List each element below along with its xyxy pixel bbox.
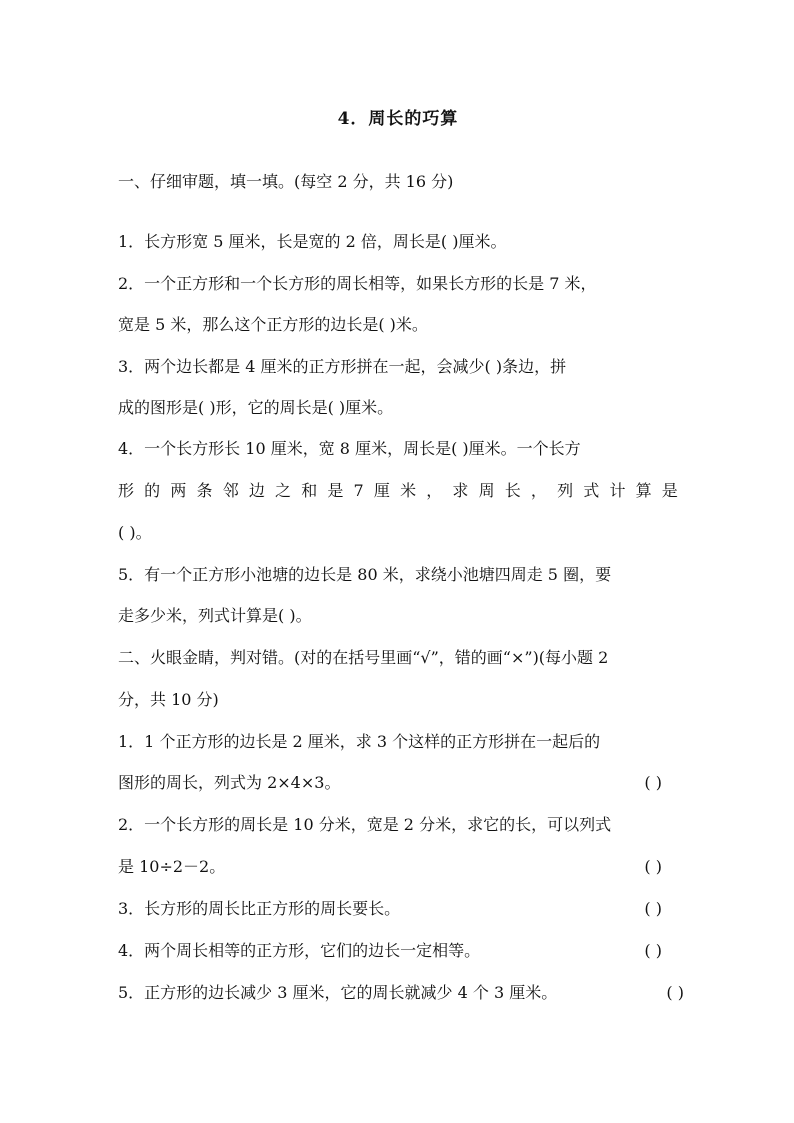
question-2-4-text: 4．两个周长相等的正方形，它们的边长一定相等。 — [118, 941, 481, 960]
question-1-4-char: 式 — [583, 481, 600, 500]
question-1-4-char: 形 — [118, 481, 135, 500]
question-1-4-char: 7 — [353, 481, 364, 500]
answer-box-2-3[interactable]: ( ) — [644, 899, 662, 918]
question-1-4-line2 — [118, 480, 678, 502]
question-2-1-line1: 1．1 个正方形的边长是 2 厘米，求 3 个这样的正方形拼在一起后的 — [118, 732, 601, 751]
answer-box-2-4[interactable]: ( ) — [644, 941, 662, 960]
answer-box-2-1[interactable]: ( ) — [644, 773, 662, 792]
question-1-4-char: 计 — [609, 481, 626, 500]
question-1-4-line1: 4．一个长方形长 10 厘米，宽 8 厘米，周长是( )厘米。一个长方 — [118, 439, 581, 458]
question-1-5-line1: 5．有一个正方形小池塘的边长是 80 米，求绕小池塘四周走 5 圈，要 — [118, 565, 612, 584]
question-2-5-text: 5．正方形的边长减少 3 厘米，它的周长就减少 4 个 3 厘米。 — [118, 983, 558, 1002]
worksheet-page — [118, 0, 684, 1123]
section2-heading-line2: 分，共 10 分) — [118, 690, 219, 709]
question-2-4 — [118, 940, 678, 962]
question-1-1: 1．长方形宽 5 厘米，长是宽的 2 倍，周长是( )厘米。 — [118, 232, 507, 251]
answer-box-2-2[interactable]: ( ) — [644, 857, 662, 876]
page-title: 4．周长的巧算 — [337, 109, 459, 129]
section1-heading: 一、仔细审题，填一填。(每空 2 分，共 16 分) — [118, 172, 454, 191]
question-1-2-line1: 2．一个正方形和一个长方形的周长相等，如果长方形的长是 7 米， — [118, 274, 597, 293]
question-1-4-line3: ( )。 — [118, 523, 152, 542]
question-1-4-char: 算 — [635, 481, 652, 500]
question-2-3-text: 3．长方形的周长比正方形的周长要长。 — [118, 899, 401, 918]
question-1-4-char: 之 — [275, 481, 292, 500]
question-2-1-text: 图形的周长，列式为 2×4×3。 — [118, 773, 341, 792]
question-1-4-char: 求 — [452, 481, 469, 500]
question-1-4-char: 是 — [661, 481, 678, 500]
question-1-4-char: 周 — [478, 481, 495, 500]
question-1-4-char: 两 — [170, 481, 187, 500]
question-1-4-char: 是 — [327, 481, 344, 500]
question-1-3-line1: 3．两个边长都是 4 厘米的正方形拼在一起，会减少( )条边，拼 — [118, 357, 567, 376]
question-1-4-char: 条 — [196, 481, 213, 500]
question-2-5 — [118, 982, 684, 1004]
question-2-3 — [118, 898, 678, 920]
question-2-2-line1: 2．一个长方形的周长是 10 分米，宽是 2 分米，求它的长，可以列式 — [118, 815, 612, 834]
section2-heading-line1: 二、火眼金睛，判对错。(对的在括号里画“√”，错的画“×”)(每小题 2 — [118, 648, 609, 667]
question-1-4-char: 和 — [301, 481, 318, 500]
question-1-5-line2: 走多少米，列式计算是( )。 — [118, 606, 312, 625]
question-1-4-char: ， — [426, 481, 443, 500]
question-2-2-text: 是 10÷2－2。 — [118, 857, 226, 876]
question-2-1-line2 — [118, 772, 678, 794]
question-1-4-char: ， — [530, 481, 547, 500]
question-1-4-char: 边 — [248, 481, 265, 500]
question-1-4-char: 的 — [144, 481, 161, 500]
question-1-4-char: 厘 — [373, 481, 390, 500]
question-1-4-char: 米 — [400, 481, 417, 500]
question-1-4-char: 长 — [504, 481, 521, 500]
question-2-2-line2 — [118, 856, 678, 878]
question-1-4-char: 列 — [557, 481, 574, 500]
question-1-3-line2: 成的图形是( )形，它的周长是( )厘米。 — [118, 398, 394, 417]
question-1-2-line2: 宽是 5 米，那么这个正方形的边长是( )米。 — [118, 315, 428, 334]
question-1-4-char: 邻 — [222, 481, 239, 500]
answer-box-2-5[interactable]: ( ) — [666, 983, 684, 1002]
